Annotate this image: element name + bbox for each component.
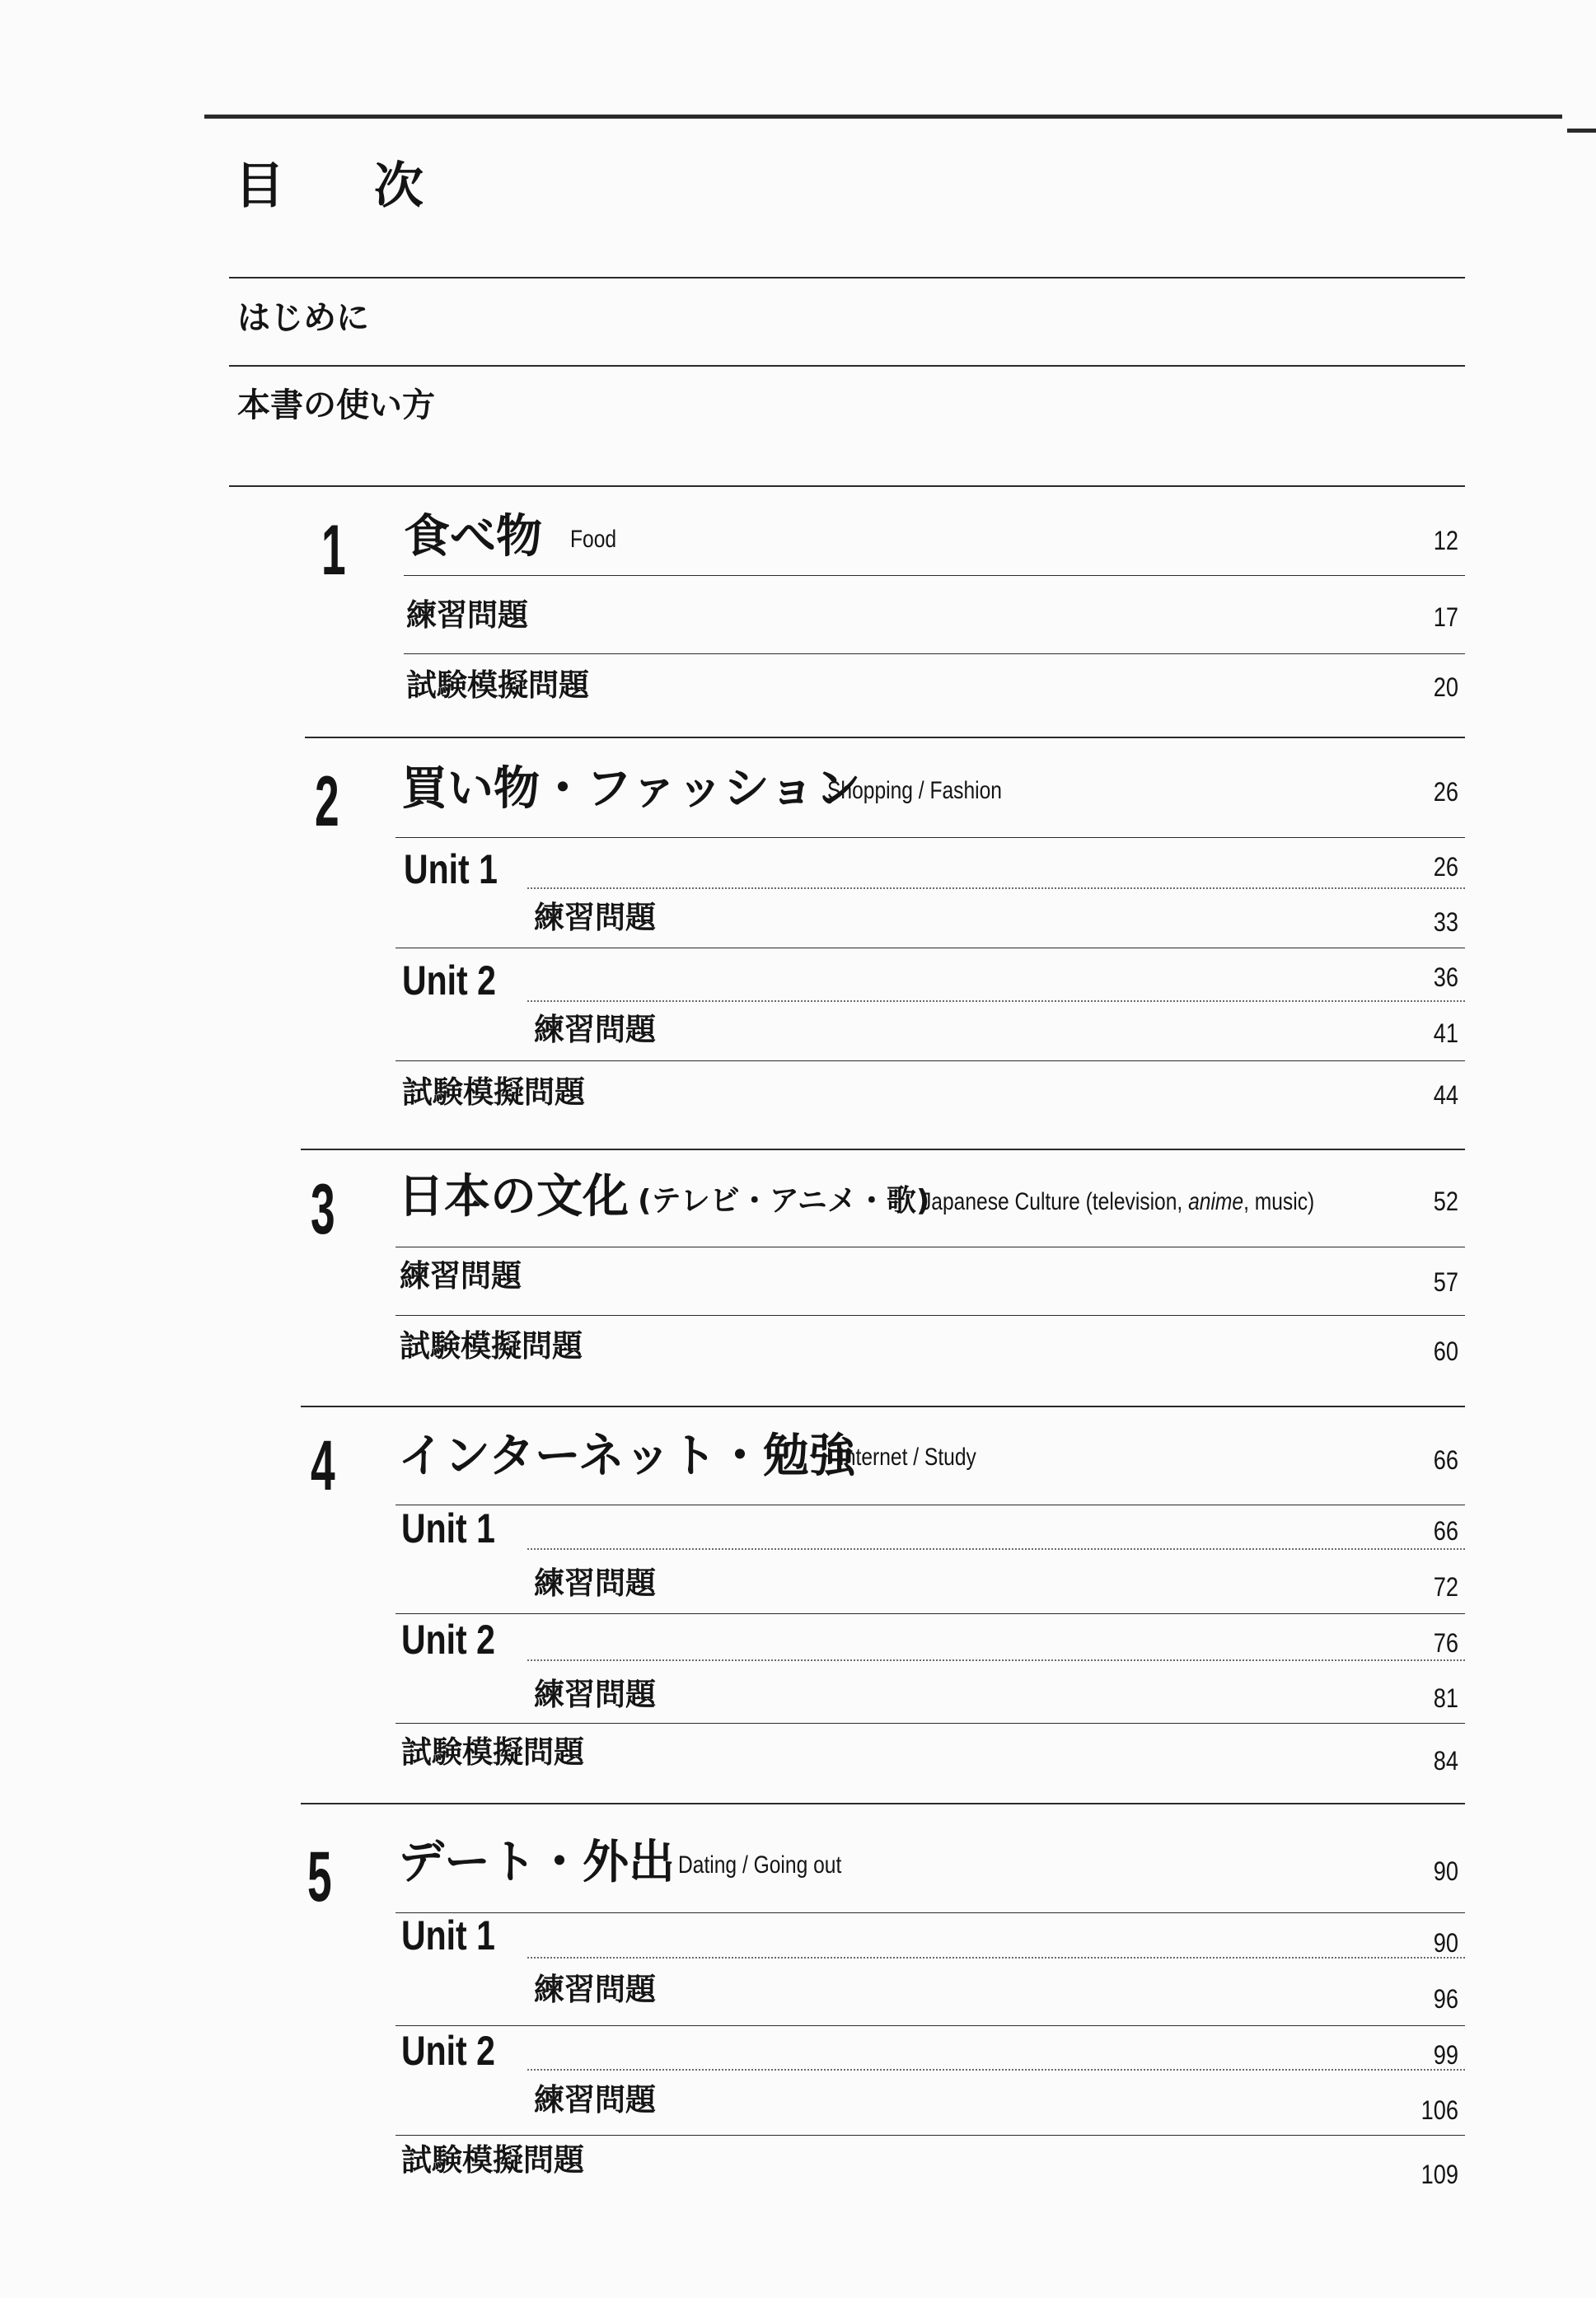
unit-label[interactable]: Unit 1	[401, 1912, 495, 1959]
chapter-divider	[301, 1803, 1465, 1804]
entry-mock-exam[interactable]: 試験模擬問題	[406, 667, 589, 703]
page-number: 60	[1433, 1336, 1458, 1366]
chapter-number: 2	[315, 762, 339, 841]
chapter-subtitle: Internet / Study	[839, 1444, 976, 1471]
divider	[395, 2025, 1465, 2026]
unit-label[interactable]: Unit 1	[404, 846, 498, 892]
divider	[395, 837, 1465, 838]
page-number: 66	[1433, 1516, 1458, 1546]
unit-label[interactable]: Unit 2	[401, 1617, 495, 1663]
dotted-leader	[527, 1000, 1465, 1002]
dotted-leader	[527, 2069, 1465, 2071]
header-rule-tab	[1567, 129, 1596, 133]
front-item-how-to-use[interactable]: 本書の使い方	[237, 386, 435, 424]
entry-exercises[interactable]: 練習問題	[534, 2082, 656, 2118]
page-number: 41	[1433, 1018, 1458, 1048]
entry-exercises[interactable]: 練習問題	[534, 1972, 656, 2007]
divider	[404, 575, 1465, 576]
chapter-number: 5	[307, 1837, 332, 1917]
page-number: 57	[1433, 1267, 1458, 1297]
entry-mock-exam[interactable]: 試験模擬問題	[402, 1074, 585, 1110]
entry-exercises[interactable]: 練習問題	[534, 900, 656, 935]
chapter-number: 4	[311, 1426, 335, 1505]
page-number: 33	[1433, 907, 1458, 937]
header-rule	[204, 115, 1562, 119]
entry-mock-exam[interactable]: 試験模擬問題	[401, 1734, 584, 1770]
page-number: 81	[1433, 1683, 1458, 1713]
page-number: 26	[1433, 852, 1458, 882]
page-number: 12	[1433, 526, 1458, 555]
dotted-leader	[527, 1659, 1465, 1661]
unit-label[interactable]: Unit 2	[402, 957, 496, 1004]
divider	[395, 1613, 1465, 1614]
entry-exercises[interactable]: 練習問題	[406, 597, 528, 633]
divider	[229, 277, 1465, 278]
chapter-divider	[301, 1406, 1465, 1407]
chapter-number: 3	[311, 1170, 335, 1249]
entry-exercises[interactable]: 練習問題	[534, 1677, 656, 1712]
chapter-title[interactable]: インターネット・勉強	[398, 1430, 855, 1483]
entry-exercises[interactable]: 練習問題	[534, 1566, 656, 1601]
entry-mock-exam[interactable]: 試験模擬問題	[401, 2142, 584, 2178]
divider	[229, 365, 1465, 367]
divider	[395, 1060, 1465, 1061]
unit-label[interactable]: Unit 2	[401, 2028, 495, 2074]
chapter-subtitle: Dating / Going out	[678, 1851, 842, 1879]
divider	[395, 1723, 1465, 1724]
page-number: 90	[1433, 1928, 1458, 1958]
chapter-divider	[229, 485, 1465, 487]
page-number: 90	[1433, 1856, 1458, 1886]
page-number: 84	[1433, 1746, 1458, 1776]
front-item-introduction[interactable]: はじめに	[237, 299, 369, 337]
entry-mock-exam[interactable]: 試験模擬問題	[400, 1328, 583, 1364]
dotted-leader	[527, 1548, 1465, 1550]
chapter-divider	[301, 1149, 1465, 1150]
chapter-title-parenthetical: (テレビ・アニメ・歌)	[638, 1184, 930, 1218]
page-number: 20	[1433, 672, 1458, 702]
chapter-title[interactable]: 食べ物	[404, 510, 542, 564]
divider	[395, 1315, 1465, 1316]
page-number: 66	[1433, 1445, 1458, 1475]
chapter-divider	[305, 737, 1465, 738]
page-number: 109	[1420, 2160, 1458, 2189]
divider	[404, 653, 1465, 654]
page-number: 17	[1433, 602, 1458, 632]
divider	[395, 1912, 1465, 1913]
entry-exercises[interactable]: 練習問題	[400, 1258, 522, 1294]
dotted-leader	[527, 887, 1465, 889]
page-number: 106	[1420, 2095, 1458, 2125]
chapter-number: 1	[321, 511, 346, 590]
divider	[395, 2135, 1465, 2136]
page-number: 44	[1433, 1080, 1458, 1110]
unit-label[interactable]: Unit 1	[401, 1505, 495, 1552]
page-number: 72	[1433, 1572, 1458, 1602]
page-number: 96	[1433, 1984, 1458, 2014]
page-number: 26	[1433, 777, 1458, 807]
chapter-subtitle: Shopping / Fashion	[827, 777, 1002, 804]
chapter-title[interactable]: デート・外出	[398, 1836, 675, 1889]
chapter-subtitle: Japanese Culture (television, anime, music)	[921, 1188, 1315, 1215]
page-number: 36	[1433, 962, 1458, 992]
toc-title: 目 次	[235, 157, 460, 215]
page-number: 99	[1433, 2040, 1458, 2070]
entry-exercises[interactable]: 練習問題	[534, 1012, 656, 1047]
page-number: 76	[1433, 1628, 1458, 1658]
chapter-title[interactable]: 買い物・ファッション	[401, 762, 861, 816]
page-number: 52	[1433, 1186, 1458, 1216]
chapter-subtitle: Food	[570, 526, 617, 553]
chapter-title[interactable]: 日本の文化	[398, 1170, 629, 1224]
dotted-leader	[527, 1957, 1465, 1959]
